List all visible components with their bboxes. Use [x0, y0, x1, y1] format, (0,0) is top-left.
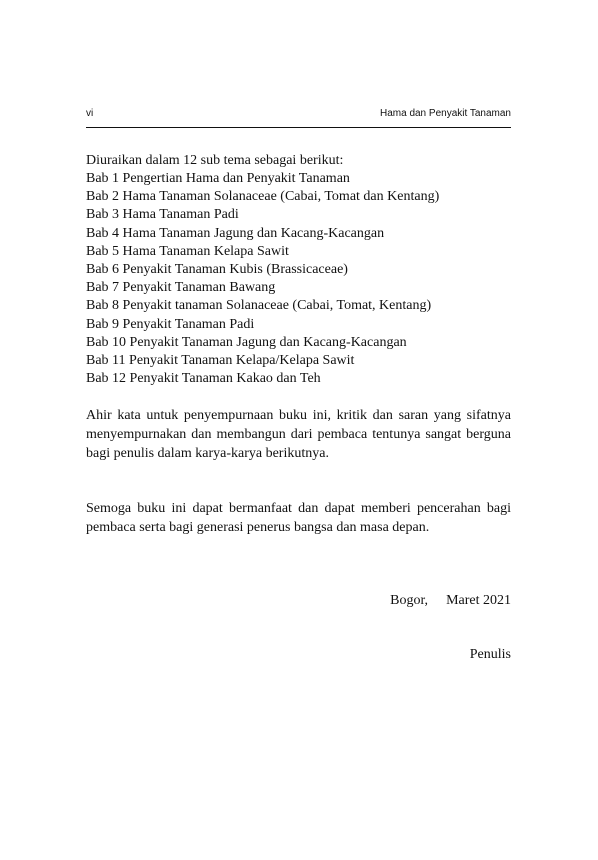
running-title: Hama dan Penyakit Tanaman [379, 108, 511, 119]
chapter-item-12: Bab 12 Penyakit Tanaman Kakao dan Teh [86, 371, 321, 387]
chapter-list [86, 170, 511, 388]
signature-author: Penulis [469, 647, 511, 662]
chapter-item-3: Bab 3 Hama Tanaman Padi [86, 207, 239, 223]
chapter-item-11: Bab 11 Penyakit Tanaman Kelapa/Kelapa Sawit [86, 353, 355, 369]
signature-place: Bogor, [390, 593, 429, 608]
closing-paragraph: Ahir kata untuk penyempurnaan buku ini, kritik dan saran yang sifatnya menyempurnakan dan membangun dari pembaca tentunya sangat berguna bagi penulis dalam karya-karya berikutnya. [86, 408, 511, 461]
chapter-item-1: Bab 1 Pengertian Hama dan Penyakit Tanaman [86, 171, 350, 186]
chapter-item-7: Bab 7 Penyakit Tanaman Bawang [86, 280, 276, 296]
intro-text: Diuraikan dalam 12 sub tema sebagai berikut: [86, 153, 344, 168]
page-header [86, 107, 511, 128]
signature-place-date [390, 592, 511, 610]
chapter-item-10: Bab 10 Penyakit Tanaman Jagung dan Kacang-Kacangan [86, 334, 407, 350]
page-number: vi [86, 108, 94, 119]
chapter-item-2: Bab 2 Hama Tanaman Solanaceae (Cabai, Tomat dan Kentang) [86, 189, 440, 205]
chapter-item-5: Bab 5 Hama Tanaman Kelapa Sawit [86, 243, 289, 259]
chapter-item-8: Bab 8 Penyakit tanaman Solanaceae (Cabai, Tomat, Kentang) [86, 298, 432, 314]
chapter-item-6: Bab 6 Penyakit Tanaman Kubis (Brassicaceae) [86, 262, 348, 278]
signature-date: Maret 2021 [446, 593, 511, 608]
hope-paragraph: Semoga buku ini dapat bermanfaat dan dapat memberi pencerahan bagi pembaca serta bagi generasi penerus bangsa dan masa depan. [86, 501, 511, 535]
chapter-item-4: Bab 4 Hama Tanaman Jagung dan Kacang-Kacangan [86, 225, 385, 241]
chapter-item-9: Bab 9 Penyakit Tanaman Padi [86, 316, 255, 332]
